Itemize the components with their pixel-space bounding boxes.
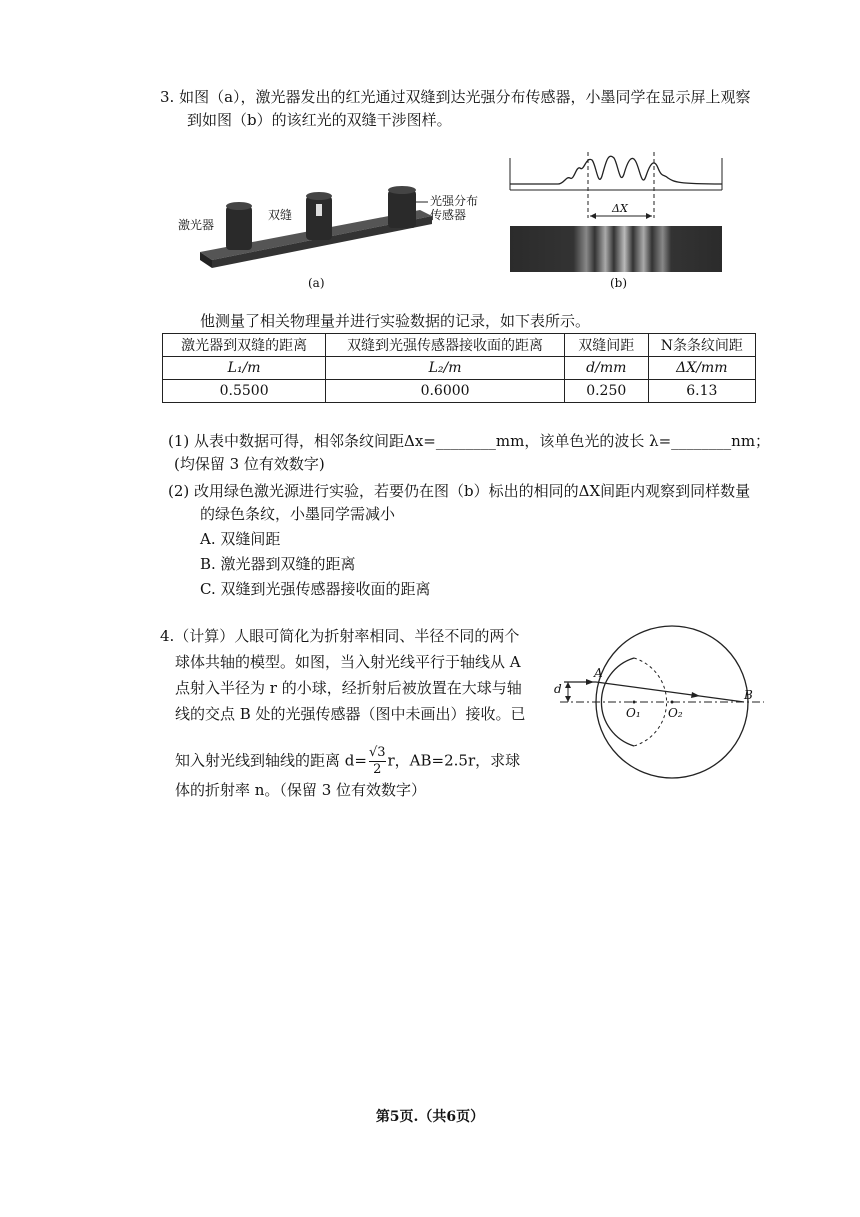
unit-l1: L₁/m <box>163 357 326 380</box>
two-sphere-diagram <box>550 620 770 780</box>
label-b: B <box>744 688 753 702</box>
table-intro: 他测量了相关物理量并进行实验数据的记录，如下表所示。 <box>200 312 591 330</box>
part2-line1: (2) 改用绿色激光源进行实验，若要仍在图（b）标出的相同的ΔX间距内观察到同样数量 <box>168 482 751 500</box>
fraction-sqrt3-over-2: $\frac{√3}{2}$ <box>368 745 386 777</box>
unit-dx: ΔX/mm <box>648 357 755 380</box>
value-l1: 0.5500 <box>163 380 326 403</box>
q4-line6: 体的折射率 n。（保留 3 位有效数字） <box>175 781 427 799</box>
label-d: d <box>554 682 562 696</box>
option-c: C. 双缝到光强传感器接收面的距离 <box>200 580 431 598</box>
unit-d: d/mm <box>564 357 648 380</box>
option-a: A. 双缝间距 <box>200 530 281 548</box>
figure-b <box>508 148 728 278</box>
label-sensor: 光强分布 传感器 <box>430 194 479 222</box>
part2-line2: 的绿色条纹，小墨同学需减小 <box>200 505 396 523</box>
value-dx: 6.13 <box>648 380 755 403</box>
table-value-row <box>163 380 756 403</box>
q3-stem-line2: 到如图（b）的该红光的双缝干涉图样。 <box>187 111 452 129</box>
label-double-slit: 双缝 <box>268 208 293 222</box>
table-unit-row <box>163 357 756 380</box>
q3-number: 3. <box>160 88 175 106</box>
label-o2: O₂ <box>668 706 683 720</box>
q4-line4: 线的交点 B 处的光强传感器（图中未画出）接收。已 <box>175 705 526 723</box>
caption-a: (a) <box>308 276 325 290</box>
delta-x-label: ΔX <box>612 202 628 215</box>
q4-line3: 点射入半径为 r 的小球，经折射后被放置在大球与轴 <box>175 679 522 697</box>
option-b: B. 激光器到双缝的距离 <box>200 555 356 573</box>
eye-model-diagram <box>550 620 770 780</box>
part1-line1: (1) 从表中数据可得，相邻条纹间距Δx=________mm，该单色光的波长 λ=________nm； <box>168 432 771 450</box>
data-table <box>162 333 756 403</box>
value-l2: 0.6000 <box>326 380 565 403</box>
label-laser: 激光器 <box>178 218 215 232</box>
header-l2: 双缝到光强传感器接收面的距离 <box>326 334 565 357</box>
q4-line5: 知入射光线到轴线的距离 d= $\frac{√3}{2}$ r，AB=2.5r，求球 <box>175 745 521 777</box>
value-d: 0.250 <box>564 380 648 403</box>
part1-line2: (均保留 3 位有效数字) <box>174 455 325 473</box>
header-l1: 激光器到双缝的距离 <box>163 334 326 357</box>
unit-l2: L₂/m <box>326 357 565 380</box>
label-a: A <box>594 666 603 680</box>
q3-stem-line1: 3. 如图（a），激光器发出的红光通过双缝到达光强分布传感器，小墨同学在显示屏上观察 <box>160 88 751 106</box>
caption-b: (b) <box>610 276 628 290</box>
page-footer: 第5页.（共6页） <box>375 1109 485 1125</box>
q4-line2: 球体共轴的模型。如图，当入射光线平行于轴线从 A <box>175 653 521 671</box>
q4-line1: 4.（计算）人眼可简化为折射率相同、半径不同的两个 <box>160 627 520 645</box>
header-dx: N条条纹间距 <box>648 334 755 357</box>
label-o1: O₁ <box>626 706 641 720</box>
header-d: 双缝间距 <box>564 334 648 357</box>
table-header-row <box>163 334 756 357</box>
figure-a <box>170 180 490 300</box>
